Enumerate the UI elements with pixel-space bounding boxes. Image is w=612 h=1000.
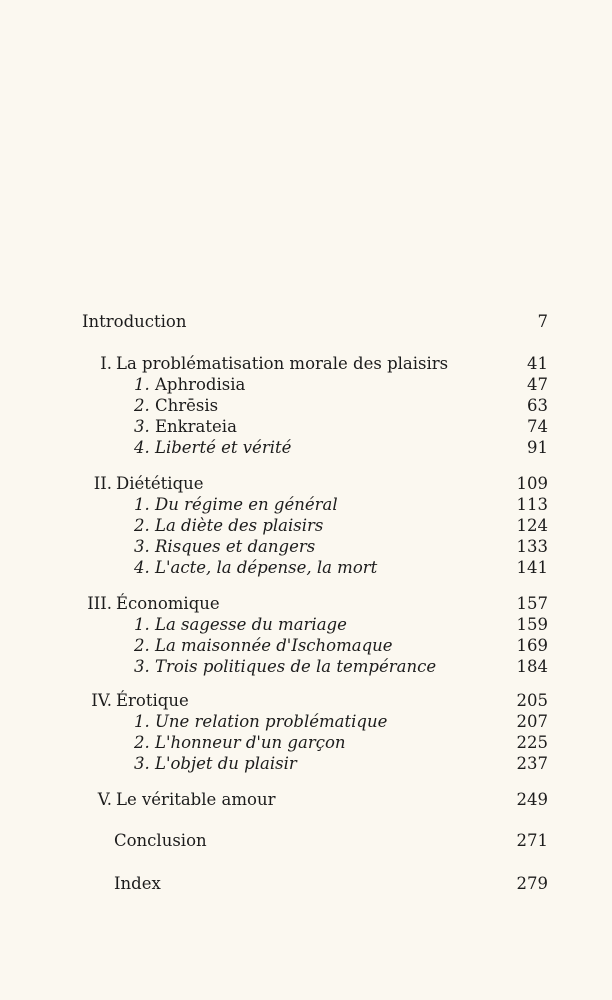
section-label: Aphrodisia [155, 375, 246, 394]
entry-page: 271 [516, 831, 548, 850]
entry-page: 7 [537, 312, 548, 331]
section-page: 141 [516, 558, 548, 577]
part-title: La problématisation morale des plaisirs [116, 354, 449, 373]
section-title [134, 437, 291, 459]
section-page: 133 [516, 537, 548, 556]
part-numeral: II. [93, 474, 112, 493]
section-page: 169 [516, 636, 548, 655]
section-number: 2. [134, 396, 150, 415]
section-page: 47 [527, 375, 548, 394]
toc-section [0, 437, 612, 459]
section-title [134, 711, 387, 733]
section-label: L'objet du plaisir [155, 754, 297, 773]
section-title [134, 635, 393, 657]
part-page: 157 [516, 594, 548, 613]
toc-section [0, 536, 612, 558]
toc-section [0, 753, 612, 775]
section-label: Trois politiques de la tempérance [155, 657, 437, 676]
section-number: 3. [134, 417, 150, 436]
part-page: 205 [516, 691, 548, 710]
section-label: Chrēsis [155, 396, 219, 415]
section-label: La maisonnée d'Ischomaque [155, 636, 393, 655]
toc-section [0, 732, 612, 754]
part-page: 249 [516, 790, 548, 809]
toc-part-5 [0, 789, 612, 811]
toc-entry-introduction [0, 311, 612, 333]
section-label: Une relation problématique [155, 712, 388, 731]
section-page: 184 [516, 657, 548, 676]
toc-section [0, 557, 612, 579]
section-number: 1. [134, 615, 150, 634]
part-title: Économique [116, 594, 220, 613]
section-page: 237 [516, 754, 548, 773]
toc-part-3 [0, 593, 612, 615]
part-numeral: IV. [91, 691, 112, 710]
toc-entry-index [0, 873, 612, 895]
section-title [134, 732, 346, 754]
section-label: L'honneur d'un garçon [155, 733, 346, 752]
section-title [134, 395, 218, 417]
section-number: 1. [134, 495, 150, 514]
part-page: 41 [527, 354, 548, 373]
part-title: Érotique [116, 691, 189, 710]
section-number: 2. [134, 516, 150, 535]
toc-section [0, 416, 612, 438]
section-number: 3. [134, 537, 150, 556]
part-numeral: III. [87, 594, 112, 613]
section-page: 207 [516, 712, 548, 731]
section-number: 2. [134, 733, 150, 752]
toc-section [0, 395, 612, 417]
toc-entry-conclusion [0, 830, 612, 852]
section-number: 1. [134, 712, 150, 731]
toc-part-4 [0, 690, 612, 712]
part-title: Diététique [116, 474, 204, 493]
section-page: 63 [527, 396, 548, 415]
section-title [134, 536, 315, 558]
section-label: La sagesse du mariage [155, 615, 347, 634]
toc-section [0, 515, 612, 537]
section-label: Risques et dangers [155, 537, 316, 556]
section-title [134, 614, 347, 636]
section-number: 3. [134, 657, 150, 676]
section-title [134, 515, 323, 537]
section-page: 159 [516, 615, 548, 634]
part-page: 109 [516, 474, 548, 493]
section-label: La diète des plaisirs [155, 516, 324, 535]
entry-title: Index [114, 874, 161, 893]
section-page: 225 [516, 733, 548, 752]
section-title [134, 416, 237, 438]
section-title [134, 656, 436, 678]
toc-section [0, 614, 612, 636]
part-numeral: V. [97, 790, 112, 809]
part-numeral: I. [100, 354, 112, 373]
section-number: 4. [134, 558, 150, 577]
part-title: Le véritable amour [116, 790, 276, 809]
toc-section [0, 711, 612, 733]
section-label: Du régime en général [155, 495, 338, 514]
section-label: L'acte, la dépense, la mort [155, 558, 378, 577]
entry-title: Introduction [82, 312, 187, 331]
toc-section [0, 374, 612, 396]
toc-section [0, 656, 612, 678]
toc-part-2 [0, 473, 612, 495]
section-page: 124 [516, 516, 548, 535]
toc-part-1 [0, 353, 612, 375]
entry-page: 279 [516, 874, 548, 893]
section-number: 3. [134, 754, 150, 773]
toc-section [0, 494, 612, 516]
section-title [134, 374, 245, 396]
section-number: 2. [134, 636, 150, 655]
section-page: 74 [527, 417, 548, 436]
section-page: 91 [527, 438, 548, 457]
section-title [134, 494, 338, 516]
section-title [134, 557, 377, 579]
section-number: 1. [134, 375, 150, 394]
section-label: Enkrateia [155, 417, 237, 436]
section-title [134, 753, 297, 775]
section-page: 113 [516, 495, 548, 514]
toc-section [0, 635, 612, 657]
entry-title: Conclusion [114, 831, 207, 850]
section-label: Liberté et vérité [155, 438, 292, 457]
section-number: 4. [134, 438, 150, 457]
